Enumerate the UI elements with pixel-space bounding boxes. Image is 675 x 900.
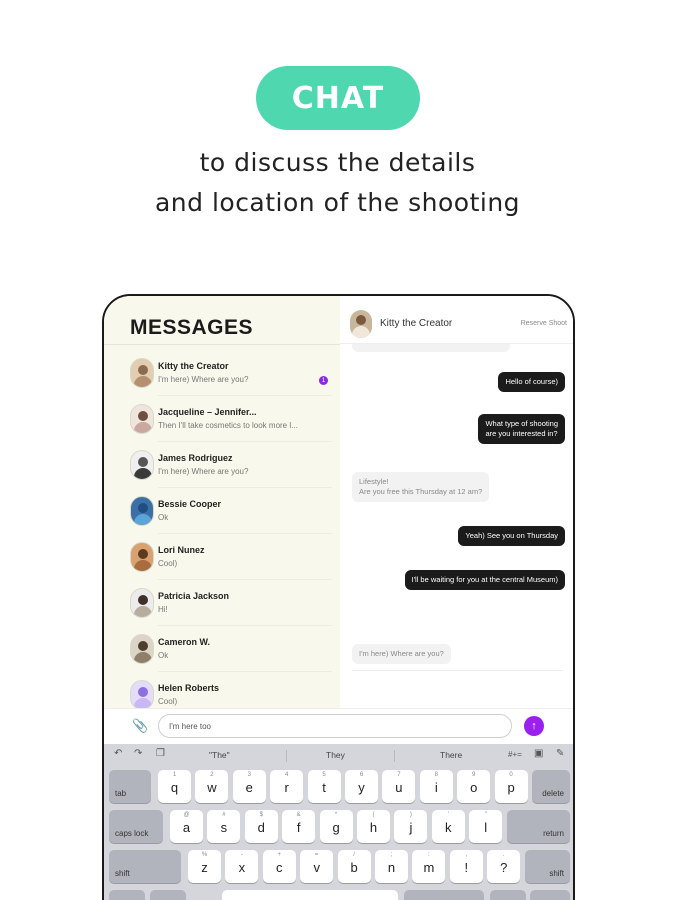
- contact-item[interactable]: [104, 534, 340, 580]
- key-label: i: [434, 780, 438, 795]
- key[interactable]: [233, 770, 266, 803]
- key-alt-label: -: [240, 852, 243, 858]
- key-alt-label: ": [484, 812, 487, 818]
- reserve-shoot-button[interactable]: Reserve Shoot: [520, 320, 567, 327]
- key[interactable]: [263, 850, 296, 883]
- contact-name: Helen Roberts: [158, 683, 220, 693]
- key-label: tab: [115, 789, 127, 798]
- contact-name: Cameron W.: [158, 637, 211, 647]
- key-alt-label: /: [353, 852, 355, 858]
- key-label: v: [313, 860, 320, 875]
- key-alt-label: 9: [472, 772, 476, 778]
- key[interactable]: [412, 850, 445, 883]
- key[interactable]: [345, 770, 378, 803]
- contact-item[interactable]: [104, 396, 340, 442]
- contact-last-message: Then I'll take cosmetics to look more l...: [158, 421, 298, 430]
- key[interactable]: [382, 770, 415, 803]
- key[interactable]: [308, 770, 341, 803]
- key-label: !: [464, 860, 469, 875]
- key-alt-label: @: [183, 812, 190, 818]
- key[interactable]: [320, 810, 353, 843]
- key-alt-label: 4: [285, 772, 289, 778]
- key-label: caps lock: [115, 829, 149, 838]
- key-label: e: [245, 780, 253, 795]
- key-label: s: [220, 820, 228, 835]
- key-alt-label: ': [447, 812, 449, 818]
- key-alt-label: 5: [322, 772, 326, 778]
- key-alt-label: 2: [210, 772, 214, 778]
- key-label: b: [350, 860, 358, 875]
- key[interactable]: [270, 770, 303, 803]
- key[interactable]: [282, 810, 315, 843]
- paste-icon[interactable]: ❐: [156, 748, 165, 759]
- key-label: shift: [549, 869, 564, 878]
- date-divider: [352, 670, 563, 671]
- key[interactable]: [469, 810, 502, 843]
- keyboard-toolbar: [104, 744, 575, 766]
- contact-name: Patricia Jackson: [158, 591, 230, 601]
- key-label: f: [296, 820, 301, 835]
- divider: [286, 750, 287, 762]
- key-label: q: [170, 780, 179, 795]
- key[interactable]: [495, 770, 528, 803]
- arrow-up-icon: ↑: [531, 720, 537, 732]
- contact-last-message: I'm here) Where are you?: [158, 375, 249, 384]
- key-label: return: [543, 829, 564, 838]
- key-alt-label: 0: [509, 772, 513, 778]
- key-caps[interactable]: [109, 810, 163, 843]
- key[interactable]: [188, 850, 221, 883]
- messages-sidebar: [104, 296, 340, 708]
- key[interactable]: [394, 810, 427, 843]
- avatar: [130, 634, 154, 664]
- contact-name: James Rodriguez: [158, 453, 233, 463]
- avatar[interactable]: [350, 310, 372, 338]
- contact-item[interactable]: [104, 626, 340, 672]
- promo-line-2: and location of the shooting: [154, 188, 521, 217]
- key[interactable]: [530, 890, 570, 900]
- suggestion-2[interactable]: They: [326, 750, 345, 760]
- key-space[interactable]: [222, 890, 398, 900]
- camera-icon[interactable]: ▣: [534, 748, 544, 759]
- key-alt-label: 3: [247, 772, 251, 778]
- key[interactable]: [420, 770, 453, 803]
- key-label: x: [238, 860, 246, 875]
- key[interactable]: [338, 850, 371, 883]
- avatar: [130, 496, 154, 526]
- contact-last-message: Ok: [158, 651, 169, 660]
- unread-badge: 1: [319, 376, 328, 385]
- contact-last-message: Ok: [158, 513, 169, 522]
- key-label: u: [395, 780, 403, 795]
- suggestion-1[interactable]: "The": [209, 750, 230, 760]
- key[interactable]: [170, 810, 203, 843]
- messages-title: MESSAGES: [130, 316, 254, 339]
- contact-item[interactable]: [104, 488, 340, 534]
- key-alt-label: %: [201, 852, 208, 858]
- contact-item[interactable]: [104, 442, 340, 488]
- key-label: d: [257, 820, 265, 835]
- key[interactable]: [490, 890, 526, 900]
- avatar: [130, 404, 154, 434]
- message-bubble: Hello of course): [498, 372, 565, 392]
- key-alt-label: (: [372, 812, 375, 818]
- key[interactable]: [225, 850, 258, 883]
- key-alt-label: 7: [397, 772, 401, 778]
- pen-icon[interactable]: ✎: [556, 748, 565, 759]
- avatar: [130, 358, 154, 388]
- contact-last-message: Hi!: [158, 605, 168, 614]
- key-label: shift: [115, 869, 130, 878]
- key[interactable]: [357, 810, 390, 843]
- message-bubble: I'm here) Where are you?: [352, 644, 451, 664]
- key[interactable]: [300, 850, 333, 883]
- chat-contact-name[interactable]: Kitty the Creator: [380, 318, 453, 329]
- key-label: n: [387, 860, 396, 875]
- message-input[interactable]: [158, 714, 512, 738]
- key-label: g: [332, 820, 340, 835]
- key-label: z: [201, 860, 208, 875]
- key-alt-label: :: [428, 852, 430, 858]
- paperclip-icon[interactable]: 📎: [132, 718, 149, 733]
- on-screen-keyboard: [104, 744, 575, 900]
- contact-last-message: Cool): [158, 559, 178, 568]
- key-alt-label: .: [502, 852, 505, 858]
- message-bubble-partial: [352, 344, 510, 352]
- composer: [104, 708, 575, 744]
- key-alt-label: 6: [359, 772, 364, 778]
- key-label: r: [284, 780, 289, 795]
- key-tab[interactable]: [109, 770, 151, 803]
- key-label: t: [322, 780, 326, 795]
- key[interactable]: [432, 810, 465, 843]
- message-bubble: What type of shooting are you interested in?: [478, 414, 565, 444]
- key[interactable]: [457, 770, 490, 803]
- key-alt-label: 8: [434, 772, 438, 778]
- avatar: [130, 588, 154, 618]
- key[interactable]: [158, 770, 191, 803]
- key-label: p: [507, 780, 515, 795]
- key-label: m: [423, 860, 435, 875]
- key-label: a: [182, 820, 191, 835]
- contact-last-message: Cool): [158, 697, 178, 706]
- key-shift-right[interactable]: [525, 850, 570, 883]
- avatar: [130, 680, 154, 710]
- key-alt-label: =: [314, 852, 319, 858]
- promo-line-1: to discuss the details: [199, 148, 476, 177]
- key-label: h: [369, 820, 378, 835]
- chat-thread[interactable]: [340, 344, 575, 708]
- key-return[interactable]: [507, 810, 570, 843]
- chat-header: [340, 296, 575, 344]
- key-label: w: [207, 780, 217, 795]
- numbers-icon[interactable]: #+=: [508, 750, 522, 759]
- key-shift-left[interactable]: [109, 850, 181, 883]
- key[interactable]: [195, 770, 228, 803]
- redo-icon[interactable]: ↷: [134, 748, 143, 759]
- divider: [394, 750, 395, 762]
- key-label: ?: [500, 860, 508, 875]
- key-alt-label: *: [334, 812, 338, 818]
- contact-name: Lori Nunez: [158, 545, 205, 555]
- key-label: k: [445, 820, 452, 835]
- key-alt-label: ): [409, 812, 412, 818]
- key-alt-label: ;: [390, 852, 393, 858]
- undo-icon[interactable]: ↶: [114, 748, 123, 759]
- key-label: c: [276, 860, 283, 875]
- contact-name: Jacqueline – Jennifer...: [158, 407, 257, 417]
- suggestion-3[interactable]: There: [440, 750, 463, 760]
- key-alt-label: $: [259, 812, 263, 818]
- message-bubble: I'll be waiting for you at the central Museum): [405, 570, 566, 590]
- tablet-frame: [102, 294, 575, 900]
- key-delete[interactable]: [532, 770, 570, 803]
- contact-last-message: I'm here) Where are you?: [158, 467, 249, 476]
- key-label: l: [484, 820, 488, 835]
- key[interactable]: [207, 810, 240, 843]
- contact-item[interactable]: [104, 580, 340, 626]
- key[interactable]: [487, 850, 520, 883]
- send-button[interactable]: [524, 716, 544, 736]
- key-label: o: [470, 780, 478, 795]
- key[interactable]: [109, 890, 145, 900]
- key-label: y: [358, 780, 365, 795]
- key-alt-label: 1: [172, 772, 177, 778]
- key-alt-label: #: [222, 812, 226, 818]
- key-alt-label: ,: [465, 852, 468, 858]
- key[interactable]: [375, 850, 408, 883]
- divider: [104, 344, 340, 345]
- key-alt-label: +: [277, 852, 282, 858]
- chat-pill: CHAT: [256, 66, 420, 130]
- key-label: j: [409, 820, 413, 835]
- contact-name: Bessie Cooper: [158, 499, 222, 509]
- key[interactable]: [245, 810, 278, 843]
- message-bubble: Lifestyle! Are you free this Thursday at 12 am?: [352, 472, 489, 502]
- avatar: [130, 450, 154, 480]
- key-label: delete: [542, 789, 564, 798]
- key[interactable]: [150, 890, 186, 900]
- contact-name: Kitty the Creator: [158, 361, 229, 371]
- message-bubble: Yeah) See you on Thursday: [458, 526, 565, 546]
- key[interactable]: [450, 850, 483, 883]
- key[interactable]: [404, 890, 484, 900]
- contact-item[interactable]: [104, 350, 340, 396]
- key-alt-label: &: [296, 812, 301, 818]
- avatar: [130, 542, 154, 572]
